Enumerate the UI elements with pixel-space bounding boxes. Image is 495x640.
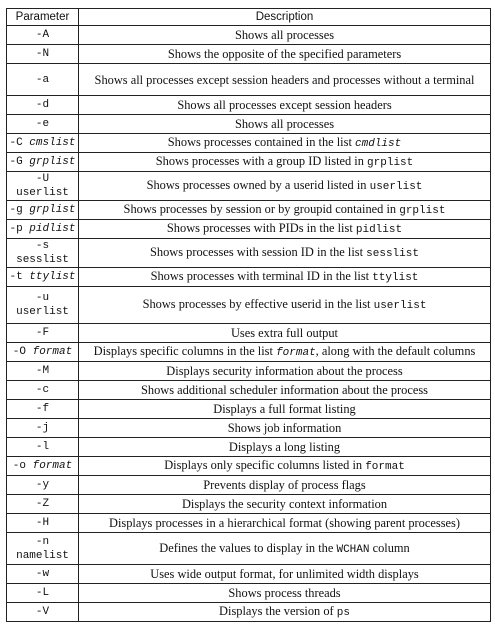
description-code: userlist [373, 300, 427, 312]
description-cell: Shows additional scheduler information about the process [79, 381, 491, 400]
description-column-header: Description [79, 9, 491, 26]
table-row [7, 324, 491, 343]
table-row [7, 343, 491, 362]
table-row [7, 153, 491, 172]
parameter-cell [7, 343, 79, 362]
parameter-argument: format [32, 460, 73, 472]
parameter-cell: -s sesslist [7, 239, 79, 268]
table-row [7, 287, 491, 324]
table-row [7, 26, 491, 45]
description-cell: Displays processes in a hierarchical format (showing parent processes) [79, 514, 491, 533]
parameter-argument: format [32, 346, 73, 358]
description-code: cmdlist [355, 138, 402, 150]
description-code: grplist [399, 205, 446, 217]
parameter-argument: ttylist [29, 271, 76, 283]
parameter-cell: -H [7, 514, 79, 533]
description-cell: Shows all processes [79, 115, 491, 134]
parameter-flag: -g [9, 204, 30, 216]
table-row [7, 45, 491, 64]
description-code: format [276, 347, 316, 359]
description-cell [79, 201, 491, 220]
description-code: sesslist [366, 248, 419, 260]
parameter-flag: -t [9, 271, 30, 283]
parameter-cell: -f [7, 400, 79, 419]
parameter-argument: grplist [29, 204, 76, 216]
table-row [7, 115, 491, 134]
table-row [7, 419, 491, 438]
description-code: format [365, 461, 405, 473]
parameter-column-header: Parameter [7, 9, 79, 26]
parameter-cell [7, 457, 79, 476]
parameter-cell: -d [7, 96, 79, 115]
description-cell: Uses extra full output [79, 324, 491, 343]
table-row [7, 96, 491, 115]
parameter-argument: pidlist [29, 223, 76, 235]
parameter-cell: -n namelist [7, 533, 79, 565]
parameter-cell: -F [7, 324, 79, 343]
ps-parameters-table [6, 8, 491, 622]
table-row [7, 134, 491, 153]
description-text: Shows processes owned by a userid listed in [146, 178, 370, 192]
parameter-flag: -o [12, 460, 33, 472]
table-row [7, 603, 491, 622]
description-code: userlist [369, 181, 423, 193]
description-text: Shows processes contained in the list [167, 135, 355, 149]
description-cell: Uses wide output format, for unlimited width displays [79, 565, 491, 584]
description-text: Defines the values to display in the [159, 540, 337, 555]
table-row [7, 239, 491, 268]
parameter-cell: -l [7, 438, 79, 457]
parameter-cell: -M [7, 362, 79, 381]
table-row [7, 220, 491, 239]
parameter-cell [7, 134, 79, 153]
description-cell [79, 172, 491, 201]
description-code: ps [336, 607, 350, 619]
table-row [7, 565, 491, 584]
table-row [7, 172, 491, 201]
description-text: Shows processes with a group ID listed in [155, 154, 368, 168]
parameter-cell [7, 268, 79, 287]
table-row [7, 64, 491, 96]
parameter-cell: -N [7, 45, 79, 64]
parameter-flag: -O [12, 346, 33, 358]
parameter-cell: -c [7, 381, 79, 400]
description-cell: Prevents display of process flags [79, 476, 491, 495]
description-cell [79, 603, 491, 622]
parameter-cell [7, 153, 79, 172]
description-code: WCHAN [336, 543, 370, 556]
description-cell: Shows job information [79, 419, 491, 438]
parameter-flag: -C [9, 137, 30, 149]
parameter-cell: -A [7, 26, 79, 45]
parameter-cell: -e [7, 115, 79, 134]
description-text: Shows processes with PIDs in the list [166, 221, 356, 235]
description-cell: Shows all processes except session headers and processes without a terminal [79, 64, 491, 96]
description-cell: Shows the opposite of the specified parameters [79, 45, 491, 64]
parameter-cell: -L [7, 584, 79, 603]
table-row [7, 533, 491, 565]
table-row [7, 381, 491, 400]
table-row [7, 584, 491, 603]
description-text: Shows processes with terminal ID in the list [150, 269, 373, 283]
description-text: , along with the default columns [315, 344, 476, 358]
description-cell: Displays a long listing [79, 438, 491, 457]
table-row [7, 438, 491, 457]
parameter-flag: -p [9, 223, 30, 235]
parameter-cell: -U userlist [7, 172, 79, 201]
parameter-cell: -y [7, 476, 79, 495]
description-text: Displays specific columns in the list [93, 344, 277, 358]
parameter-argument: grplist [29, 156, 76, 168]
description-cell [79, 239, 491, 268]
parameter-cell: -V [7, 603, 79, 622]
table-row [7, 362, 491, 381]
description-code: ttylist [372, 272, 419, 284]
description-text: Shows processes with session ID in the list [150, 245, 367, 259]
parameter-cell: -a [7, 64, 79, 96]
description-cell [79, 134, 491, 153]
description-cell [79, 153, 491, 172]
parameter-flag: -G [9, 156, 30, 168]
description-cell: Displays security information about the process [79, 362, 491, 381]
parameter-cell: -w [7, 565, 79, 584]
description-cell: Shows process threads [79, 584, 491, 603]
description-text: column [369, 540, 410, 555]
table-row [7, 457, 491, 476]
table-row [7, 495, 491, 514]
parameter-cell: -u userlist [7, 287, 79, 324]
table-row [7, 514, 491, 533]
description-cell: Shows all processes [79, 26, 491, 45]
parameter-cell [7, 201, 79, 220]
parameter-cell [7, 220, 79, 239]
table-row [7, 476, 491, 495]
description-cell: Displays a full format listing [79, 400, 491, 419]
description-cell [79, 343, 491, 362]
description-code: grplist [367, 157, 414, 169]
description-text: Shows processes by effective userid in the list [142, 297, 374, 311]
description-cell [79, 287, 491, 324]
description-cell [79, 268, 491, 287]
description-text: Displays only specific columns listed in [164, 458, 366, 472]
table-row [7, 268, 491, 287]
table-row [7, 201, 491, 220]
table-row [7, 400, 491, 419]
parameter-cell: -Z [7, 495, 79, 514]
header-row [7, 9, 491, 26]
description-cell: Displays the security context information [79, 495, 491, 514]
description-cell [79, 220, 491, 239]
description-code: pidlist [355, 224, 403, 236]
description-cell: Shows all processes except session headers [79, 96, 491, 115]
description-cell [79, 457, 491, 476]
description-text: Shows processes by session or by groupid contained in [123, 202, 400, 216]
parameter-argument: cmslist [29, 137, 76, 149]
description-cell [79, 533, 491, 565]
description-text: Displays the version of [219, 604, 337, 618]
parameter-cell: -j [7, 419, 79, 438]
